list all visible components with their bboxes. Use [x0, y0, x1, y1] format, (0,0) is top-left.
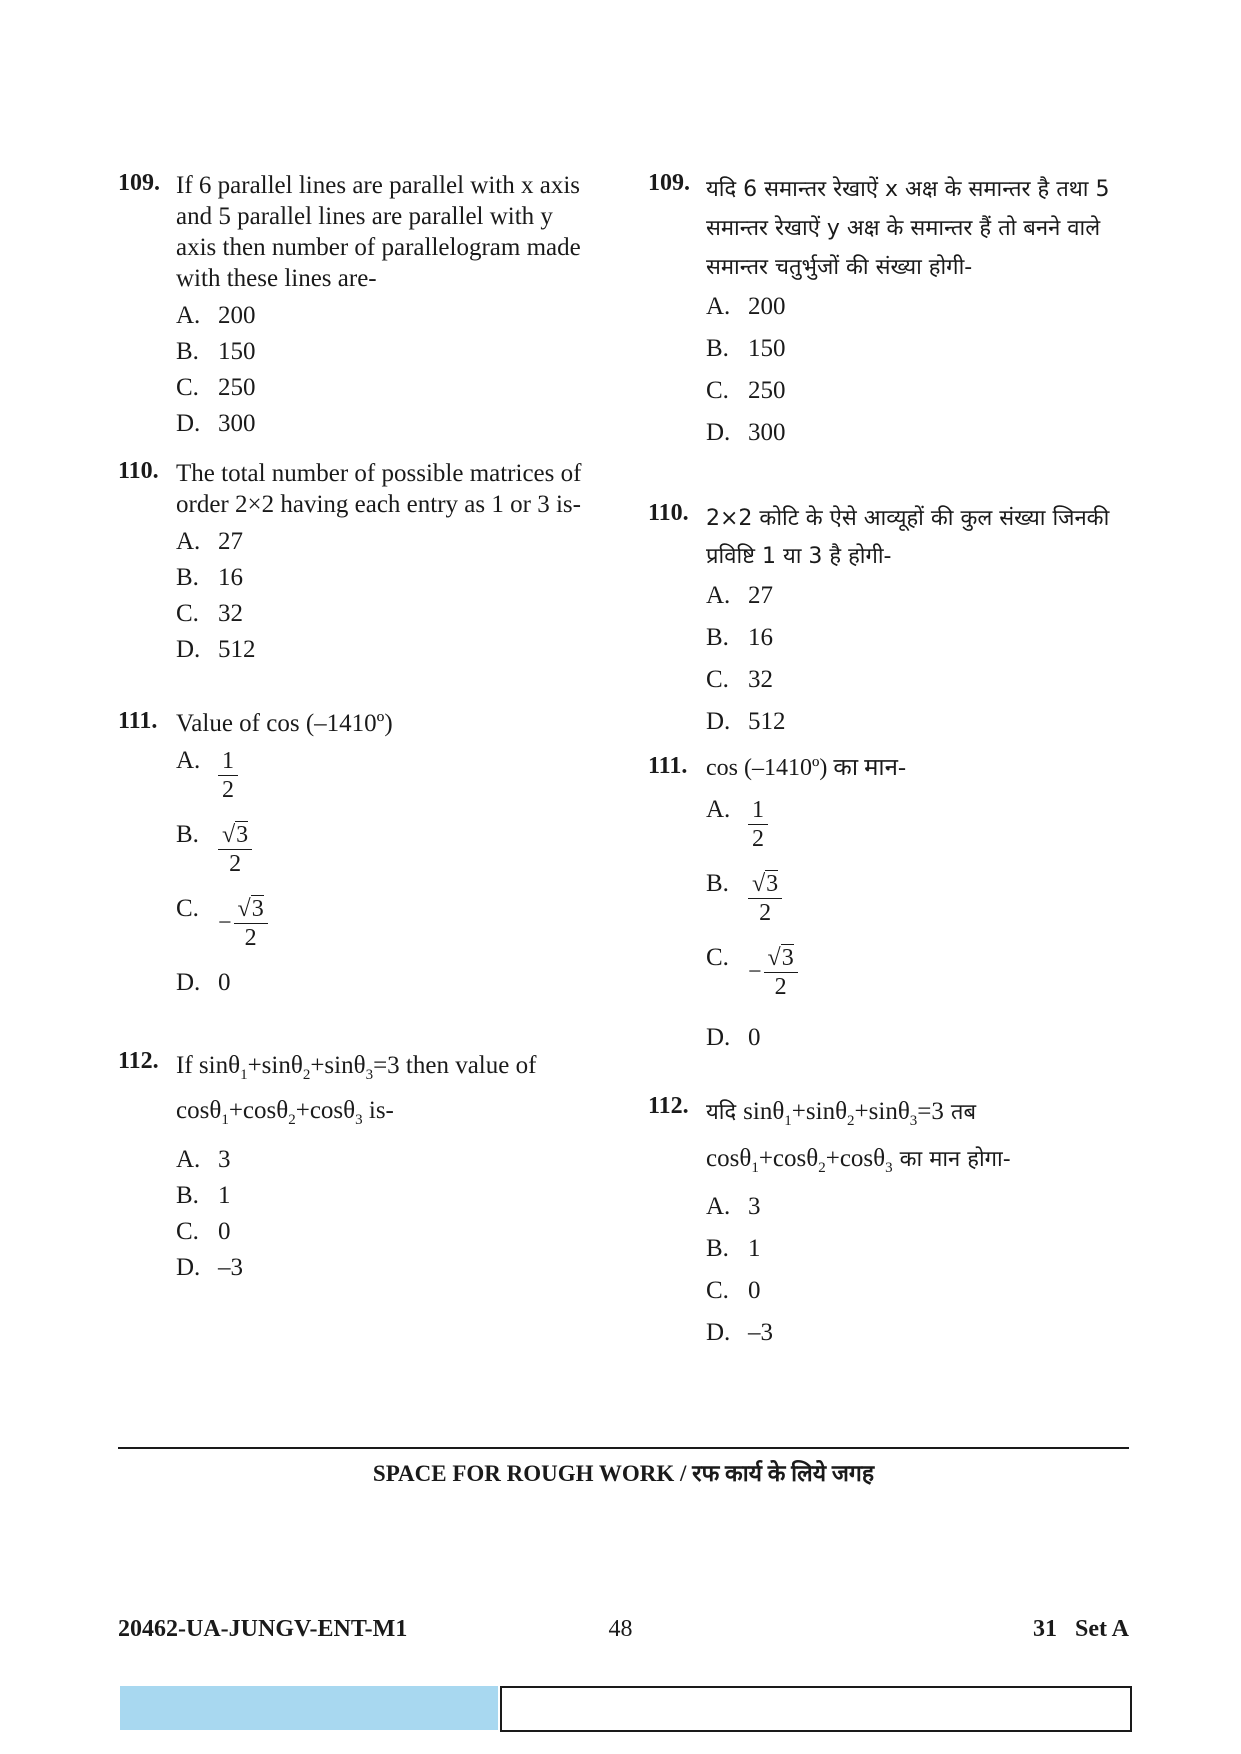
footer-empty-box [500, 1686, 1132, 1732]
option-b: B. 1 [176, 1182, 231, 1209]
option-a: A. 27 [176, 528, 243, 555]
option-b: B. 16 [706, 624, 773, 651]
question-text: यदि 6 समान्तर रेखाऐं x अक्ष के समान्तर है तथा 5 समान्तर रेखाऐं y अक्ष के समान्तर हैं तो बनने वाले समान्तर चतुर्भुजों की संख्या होगी- [706, 177, 1110, 280]
option-c: C. 32 [706, 666, 773, 693]
footer-color-bar [120, 1686, 498, 1730]
cos-expression: cosθ$_1$+cosθ$_2$+cosθ$_3$ [706, 1145, 893, 1176]
rough-work-heading: SPACE FOR ROUGH WORK / रफ कार्य के लिये जगह [372, 1461, 875, 1486]
option-a: A. 200 [176, 302, 256, 329]
option-a: A. 27 [706, 582, 773, 609]
fraction-one-half: $\frac{1}{2}$ [218, 747, 238, 804]
option-a: A. 3 [176, 1146, 231, 1173]
rough-work-divider [118, 1447, 1129, 1449]
question-text: If sinθ$_1$+sinθ$_2$+sinθ$_3$=3 then value of cosθ$_1$+cosθ$_2$+cosθ$_3$ is- [176, 1052, 537, 1128]
question-text: यदि sinθ$_1$+sinθ$_2$+sinθ$_3$=3 तब cosθ$_1$+cosθ$_2$+cosθ$_3$ का मान होगा- [706, 1098, 1011, 1176]
cos-expression: cosθ$_1$+cosθ$_2$+cosθ$_3$ [176, 1097, 363, 1128]
option-d: D. –3 [706, 1319, 773, 1346]
fraction-root3-over-2: $\frac{√3}{2}$ [748, 870, 782, 927]
question-text: If 6 parallel lines are parallel with x axis and 5 parallel lines are parallel with y axis then number of parallelogram made with these lines are- [176, 172, 581, 292]
question-number: 109. [118, 170, 160, 196]
question-110-hindi [648, 500, 1128, 753]
option-b: B. 1 [706, 1235, 761, 1262]
hindi-column [648, 170, 1128, 1353]
question-number: 111. [648, 753, 688, 779]
option-d: D. 512 [706, 708, 786, 735]
option-b: B. 16 [176, 564, 243, 591]
question-number: 110. [118, 458, 159, 484]
fraction-neg-root3-over-2: $\frac{√3}{2}$ [234, 895, 268, 952]
option-c: C. 0 [706, 1277, 761, 1304]
question-number: 112. [118, 1048, 159, 1074]
paper-code: 20462-UA-JUNGV-ENT-M1 [118, 1616, 408, 1642]
sin-equation: sinθ$_1$+sinθ$_2$+sinθ$_3$=3 [743, 1098, 944, 1129]
option-d: D. 512 [176, 636, 256, 663]
option-b: B. $\frac{√3}{2}$ [706, 870, 1128, 944]
question-111-hindi [648, 753, 1128, 1093]
option-c: C. − $\frac{√3}{2}$ [706, 944, 1128, 1024]
option-c: C. 250 [706, 377, 786, 404]
fraction-one-half: $\frac{1}{2}$ [748, 796, 768, 853]
question-number: 112. [648, 1093, 689, 1119]
set-label: 31 Set A [1033, 1616, 1129, 1642]
question-text: 2×2 कोटि के ऐसे आव्यूहों की कुल संख्या जिनकी प्रविष्टि 1 या 3 है होगी- [706, 506, 1110, 569]
question-text: cos (–1410º) का मान- [706, 755, 906, 781]
question-number: 109. [648, 170, 690, 196]
option-d: D. 300 [706, 419, 786, 446]
question-number: 111. [118, 708, 158, 734]
question-text: Value of cos (–1410º) [176, 710, 393, 737]
option-d: D. 0 [706, 1024, 761, 1051]
option-c: C. 32 [176, 600, 243, 627]
fraction-root3-over-2: $\frac{√3}{2}$ [218, 821, 252, 878]
option-b: B. 150 [176, 338, 256, 365]
option-a: A. 200 [706, 293, 786, 320]
question-text: The total number of possible matrices of order 2×2 having each entry as 1 or 3 is- [176, 460, 582, 518]
option-b: B. 150 [706, 335, 786, 362]
question-112 [118, 1048, 598, 1288]
option-a: A. 3 [706, 1193, 761, 1220]
option-c: C. − $\frac{√3}{2}$ [176, 895, 598, 969]
question-109 [118, 170, 598, 458]
question-110 [118, 458, 598, 708]
option-d: D. 300 [176, 410, 256, 437]
option-d: D. –3 [176, 1254, 243, 1281]
question-112-hindi [648, 1093, 1128, 1353]
option-d: D. 0 [176, 969, 231, 996]
option-c: C. 0 [176, 1218, 231, 1245]
sin-equation: sinθ$_1$+sinθ$_2$+sinθ$_3$=3 [198, 1052, 400, 1083]
english-column [118, 170, 598, 1288]
page-number: 48 [608, 1616, 633, 1642]
question-109-hindi [648, 170, 1128, 500]
option-b: B. $\frac{√3}{2}$ [176, 821, 598, 895]
question-number: 110. [648, 500, 689, 526]
question-111 [118, 708, 598, 1048]
option-a: A. $\frac{1}{2}$ [176, 747, 598, 821]
fraction-neg-root3-over-2: $\frac{√3}{2}$ [764, 944, 798, 1001]
option-a: A. $\frac{1}{2}$ [706, 796, 1128, 870]
option-c: C. 250 [176, 374, 256, 401]
